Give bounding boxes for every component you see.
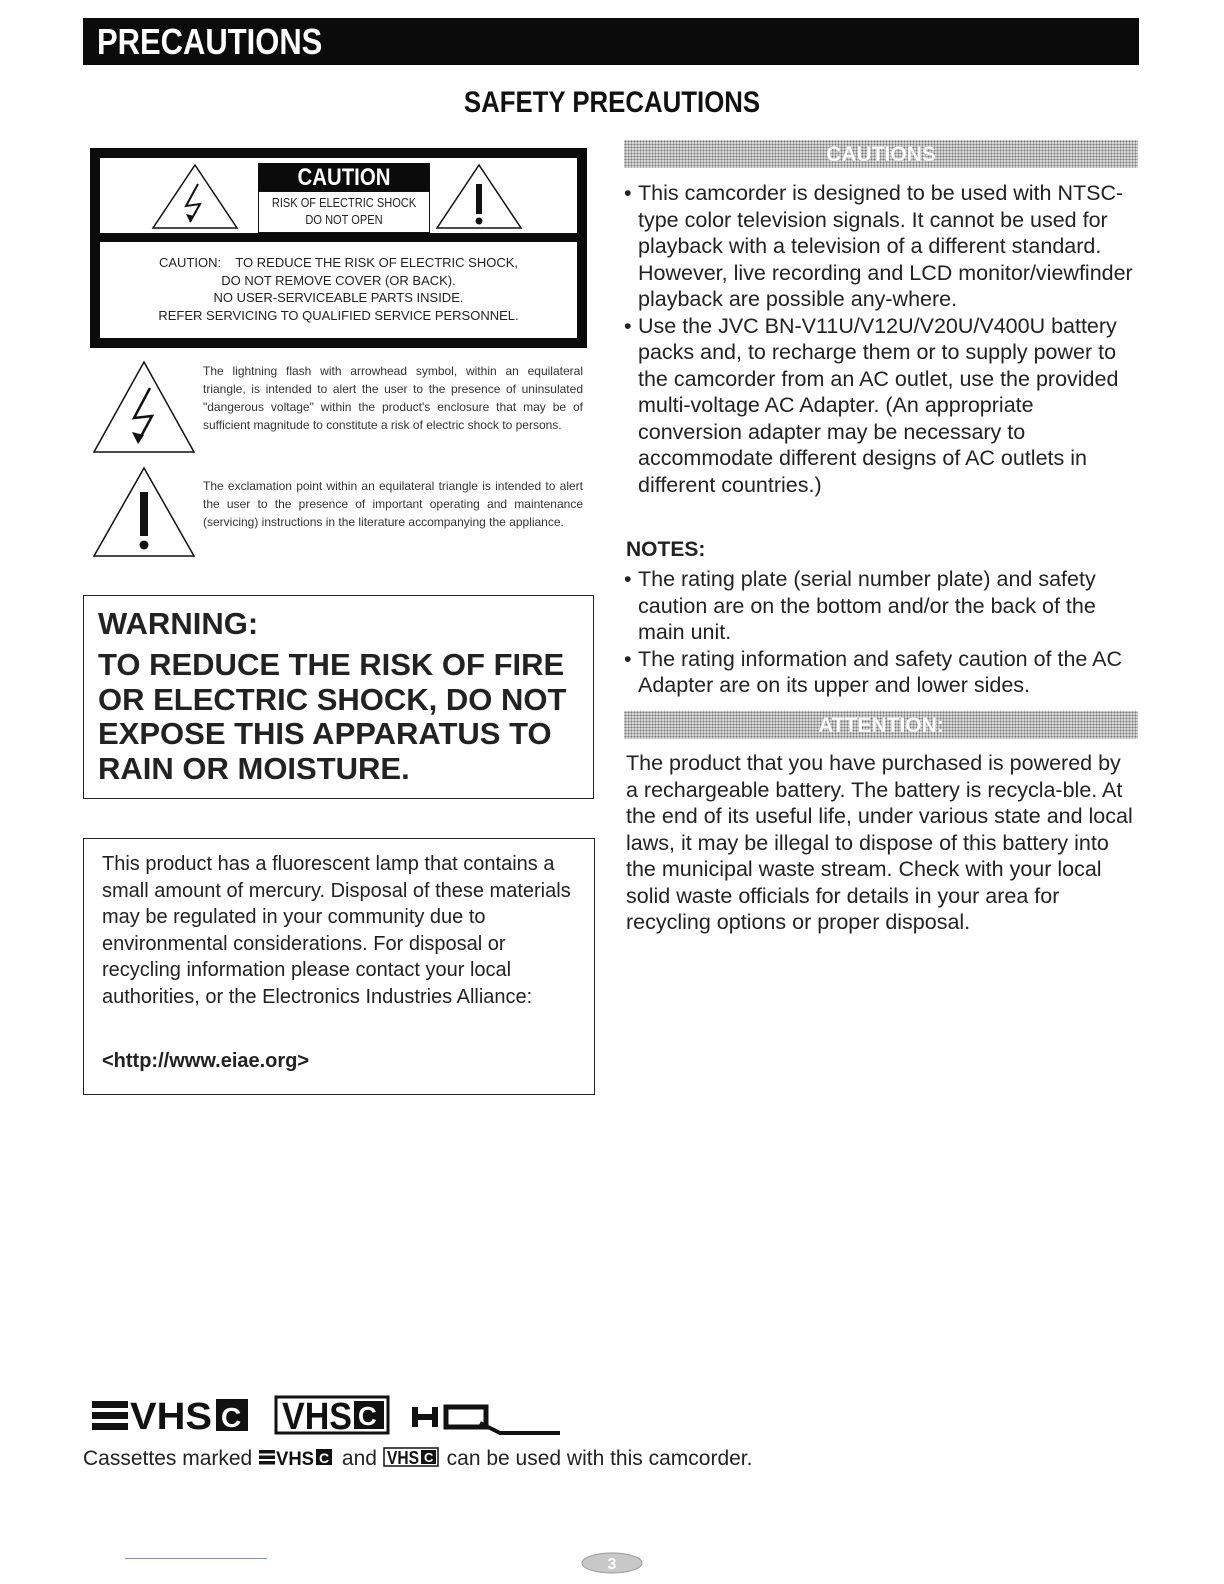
caution-text (100, 254, 577, 324)
cassette-text-suffix: can be used with this camcorder. (446, 1447, 753, 1470)
caution-panel-top (100, 158, 577, 233)
page-number-badge (580, 1552, 644, 1574)
page-number: 3 (607, 1556, 617, 1573)
exclamation-warning-icon (434, 162, 524, 232)
list-item: • The rating plate (serial number plate) and safety caution are on the bottom and/or the back of the main unit. (624, 566, 1134, 646)
attention-text: The product that you have purchased is powered by a rechargeable battery. The battery is recycla-ble. At the end of its useful life, under various state and local laws, it may be illegal to dispose of this battery into the municipal waste stream. Check with your local solid waste officials for details in your area for recycling options or proper disposal. (626, 751, 1133, 934)
warning-body: TO REDUCE THE RISK OF FIRE OR ELECTRIC SHOCK, DO NOT EXPOSE THIS APPARATUS TO RAIN OR MOISTURE. (98, 647, 567, 786)
exclamation-symbol-icon (92, 466, 196, 558)
svhs-c-logo-icon (92, 1396, 248, 1438)
lamp-notice-text: This product has a fluorescent lamp that contains a small amount of mercury. Disposal of these materials may be regulated in your community due to environmental considerations. For disposal or recycling information please contact your local authorities, or the Electronics Industries Alliance: (102, 853, 571, 1008)
list-item: • This camcorder is designed to be used with NTSC-type color television signals. It cannot be used for playback with a television of a different standard. However, live recording and LCD monitor/viewfinder playback are possible any-where. (624, 180, 1134, 313)
svg-text:VHS: VHS (386, 1448, 419, 1468)
lightning-warning-icon (150, 162, 240, 232)
page-title: PRECAUTIONS (97, 21, 323, 62)
cautions-list (624, 180, 1134, 498)
list-item: • The rating information and safety caution of the AC Adapter are on its upper and lower sides. (624, 646, 1134, 699)
risk-line-2: DO NOT OPEN (305, 212, 383, 227)
caution-text-line: CAUTION: TO REDUCE THE RISK OF ELECTRIC SHOCK, (159, 255, 518, 270)
footer-line (125, 1558, 267, 1559)
cassette-logos (90, 1393, 570, 1439)
header-bar (83, 18, 1139, 65)
attention-heading: ATTENTION: (818, 714, 944, 737)
svg-text:C: C (221, 1402, 242, 1433)
lamp-notice-box (83, 838, 595, 1095)
hq-logo-icon (412, 1407, 560, 1433)
warning-heading: WARNING: (98, 606, 259, 641)
lightning-symbol-icon (92, 360, 196, 454)
exclamation-symbol-text: The exclamation point within an equilateral triangle is intended to alert the user to the presence of important operating and maintenance (servicing) instructions in the literature accompanying the appliance. (203, 479, 583, 529)
svhs-c-small-logo-icon (258, 1446, 336, 1468)
svg-text:C: C (319, 1450, 330, 1466)
risk-line-1: RISK OF ELECTRIC SHOCK (271, 195, 417, 210)
vhs-c-small-logo-icon (383, 1446, 441, 1468)
caution-label: CAUTION (297, 164, 391, 191)
caution-text-panel (100, 242, 577, 338)
notes-heading: NOTES: (626, 538, 706, 561)
list-item: • Use the JVC BN-V11U/V12U/V20U/V400U battery packs and, to recharge them or to supply power to the camcorder from an AC outlet, use the provided multi-voltage AC Adapter. (An appropriate conversion adapter may be necessary to accommodate different designs of AC outlets in different countries.) (624, 313, 1134, 499)
lightning-symbol-text: The lightning flash with arrowhead symbol, within an equilateral triangle, is intended to alert the user to the presence of uninsulated "dangerous voltage" within the product's enclosure that may be of sufficient magnitude to constitute a risk of electric shock to persons. (203, 364, 583, 432)
section-title: SAFETY PRECAUTIONS (463, 86, 761, 119)
cassette-compatibility-text (83, 1446, 752, 1471)
vhs-c-logo-icon (276, 1396, 388, 1438)
attention-heading-bar (624, 711, 1138, 739)
svg-text:VHS: VHS (130, 1396, 212, 1438)
svg-text:VHS: VHS (276, 1449, 315, 1468)
caution-label-panel (90, 148, 587, 348)
caution-text-line: DO NOT REMOVE COVER (OR BACK). (221, 272, 456, 288)
svg-text:C: C (358, 1401, 377, 1431)
caution-text-line: REFER SERVICING TO QUALIFIED SERVICE PERSONNEL. (158, 307, 519, 323)
warning-box (83, 595, 594, 799)
cassette-text-middle: and (341, 1447, 377, 1470)
caution-text-line: NO USER-SERVICEABLE PARTS INSIDE. (213, 290, 464, 305)
cautions-heading: CAUTIONS (826, 143, 936, 166)
svg-text:C: C (423, 1450, 434, 1465)
lamp-notice-url: <http://www.eiae.org> (102, 1050, 310, 1072)
cassette-text-prefix: Cassettes marked (83, 1447, 253, 1470)
svg-text:VHS: VHS (282, 1396, 352, 1438)
cautions-heading-bar (624, 140, 1138, 168)
notes-list (624, 566, 1134, 699)
